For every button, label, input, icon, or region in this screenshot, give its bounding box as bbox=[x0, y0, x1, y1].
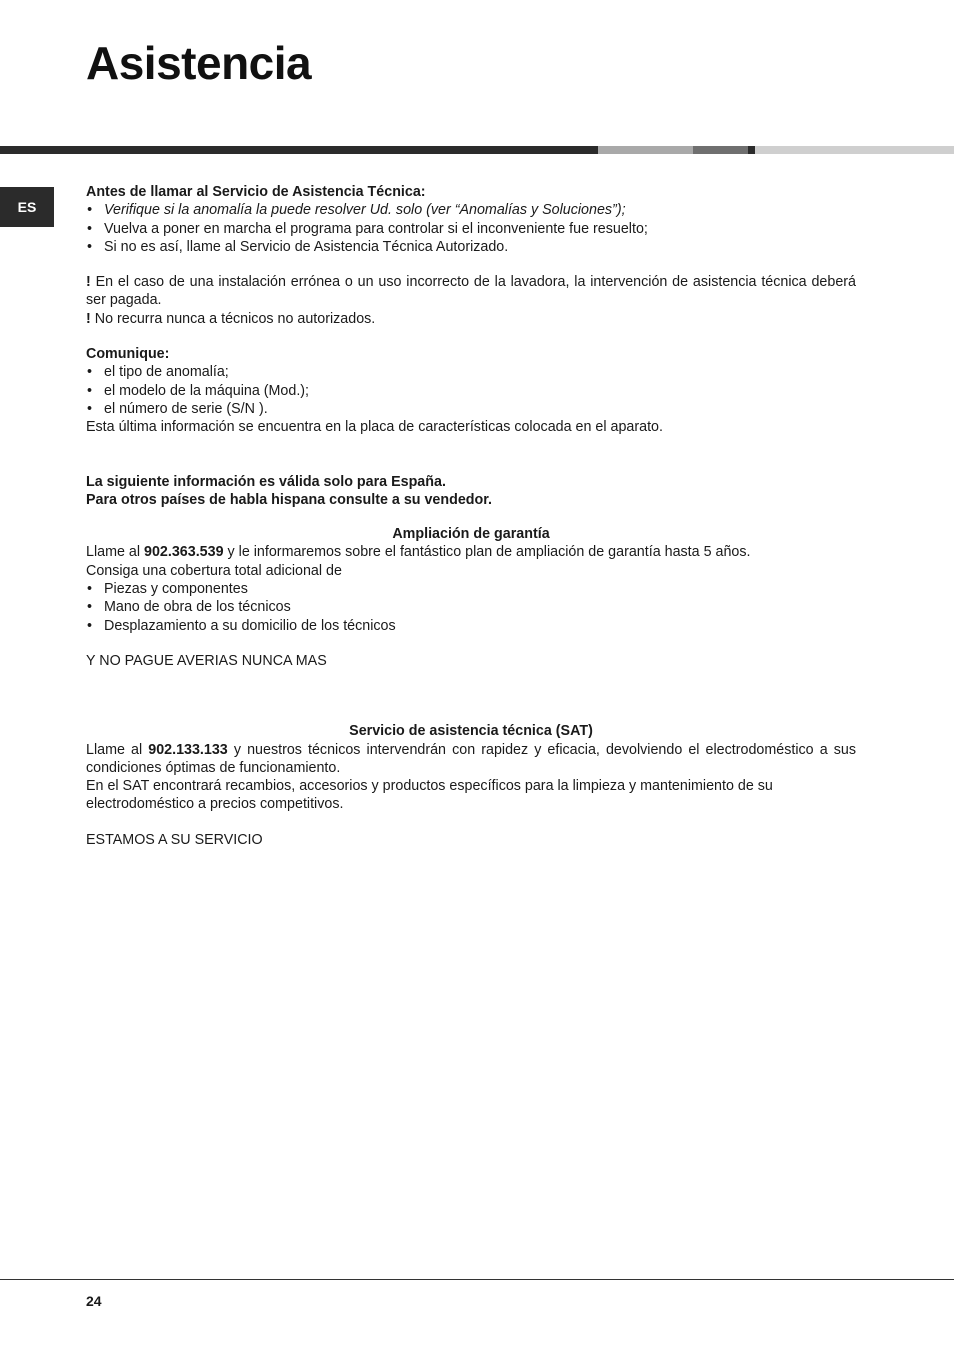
language-tab: ES bbox=[0, 187, 54, 227]
warranty-slogan: Y NO PAGUE AVERIAS NUNCA MAS bbox=[86, 652, 327, 669]
communicate-section bbox=[86, 345, 856, 436]
sat-parts-text: En el SAT encontrará recambios, accesorios y productos específicos para la limpieza y mantenimiento de su electrodoméstico a precios competitivos. bbox=[86, 778, 773, 813]
before-calling-heading: Antes de llamar al Servicio de Asistencia Técnica: bbox=[86, 184, 426, 200]
list-item: • Vuelva a poner en marcha el programa para controlar si el inconveniente fue resuelto; bbox=[86, 220, 856, 238]
warning-text: No recurra nunca a técnicos no autorizados. bbox=[94, 310, 376, 327]
warranty-section bbox=[86, 525, 856, 670]
warranty-call-text bbox=[86, 543, 856, 561]
sat-section bbox=[86, 722, 856, 849]
warranty-heading: Ampliación de garantía bbox=[392, 526, 550, 543]
spain-info-line: La siguiente información es válida solo para España. bbox=[86, 473, 446, 490]
spain-info-line: Para otros países de habla hispana consulte a su vendedor. bbox=[86, 491, 493, 508]
list-item: • el modelo de la máquina (Mod.); bbox=[86, 382, 856, 400]
call-prefix: Llame al bbox=[86, 741, 143, 758]
warning-text: En el caso de una instalación errónea o un uso incorrecto de la lavadora, la intervención de asistencia técnica deberá ser pagada. bbox=[86, 274, 856, 309]
warning-paid-service bbox=[86, 273, 856, 310]
header-divider-gray bbox=[598, 146, 693, 154]
list-item: • el número de serie (S/N ). bbox=[86, 400, 856, 418]
communicate-list bbox=[86, 363, 856, 418]
header-divider-black bbox=[748, 146, 755, 154]
coverage-list bbox=[86, 580, 856, 635]
coverage-intro: Consiga una cobertura total adicional de bbox=[86, 562, 342, 579]
call-suffix: y le informaremos sobre el fantástico plan de ampliación de garantía hasta 5 años. bbox=[227, 544, 751, 561]
warning-unauthorized bbox=[86, 310, 856, 328]
page-title: Asistencia bbox=[86, 37, 312, 89]
list-item: • Verifique si la anomalía la puede resolver Ud. solo (ver “Anomalías y Soluciones”); bbox=[86, 201, 856, 219]
page-number: 24 bbox=[86, 1293, 102, 1309]
warranty-phone: 902.363.539 bbox=[144, 544, 224, 561]
communicate-note: Esta última información se encuentra en la placa de características colocada en el aparato. bbox=[86, 419, 663, 436]
call-suffix: y nuestros técnicos intervendrán con rapidez y eficacia, devolviendo el electrodoméstico a sus condiciones óptimas de funcionamiento. bbox=[86, 741, 856, 776]
list-item: • Desplazamiento a su domicilio de los técnicos bbox=[86, 617, 856, 635]
communicate-heading: Comunique: bbox=[86, 346, 170, 363]
list-item: • Piezas y componentes bbox=[86, 580, 856, 598]
sat-heading: Servicio de asistencia técnica (SAT) bbox=[349, 723, 593, 740]
sat-closing: ESTAMOS A SU SERVICIO bbox=[86, 831, 263, 848]
warning-mark: ! bbox=[86, 310, 91, 327]
footer-divider bbox=[0, 1279, 954, 1280]
warnings-section bbox=[86, 273, 856, 328]
before-calling-section bbox=[86, 183, 856, 256]
list-item: • Mano de obra de los técnicos bbox=[86, 598, 856, 616]
header-divider-light bbox=[755, 146, 954, 154]
call-prefix: Llame al bbox=[86, 544, 141, 561]
spain-info-section bbox=[86, 473, 856, 510]
list-item: • Si no es así, llame al Servicio de Asistencia Técnica Autorizado. bbox=[86, 238, 856, 256]
warning-mark: ! bbox=[86, 274, 91, 291]
header-divider-dark bbox=[0, 146, 598, 154]
before-calling-list bbox=[86, 201, 856, 256]
main-content bbox=[86, 183, 856, 849]
header-divider-darkgray bbox=[693, 146, 748, 154]
sat-phone: 902.133.133 bbox=[148, 741, 228, 758]
list-item: • el tipo de anomalía; bbox=[86, 363, 856, 381]
sat-call-text bbox=[86, 741, 856, 778]
